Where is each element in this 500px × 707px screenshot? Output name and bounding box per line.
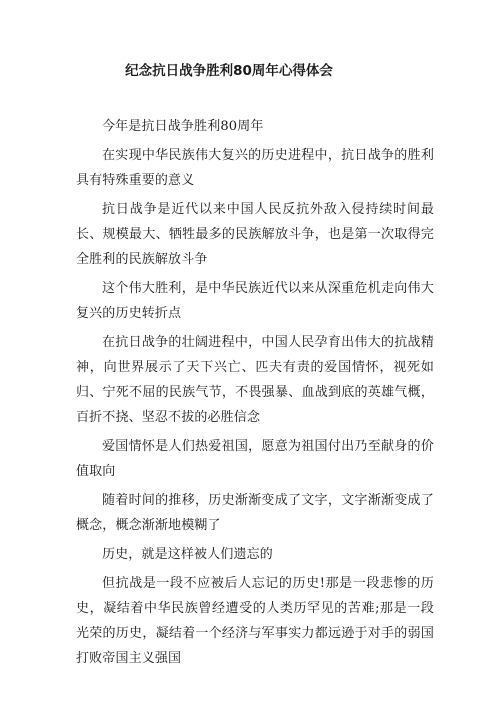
document-title: 纪念抗日战争胜利80周年心得体会 — [125, 63, 333, 79]
document-page — [76, 0, 434, 707]
paragraph-5: 在抗日战争的壮阔进程中，中国人民孕育出伟大的抗战精神，向世界展示了天下兴亡、匹夫有责的爱国情怀，视死如归、宁死不屈的民族气节，不畏强暴、血战到底的英雄气概，百折不挠、坚忍不拔的必胜信念 — [76, 335, 434, 425]
paragraph-9: 但抗战是一段不应被后人忘记的历史!那是一段悲惨的历史，凝结着中华民族曾经遭受的人类历罕见的苦难;那是一段光荣的历史，凝结着一个经济与军事实力都远逊于对手的弱国打败帝国主义强国 — [76, 576, 434, 666]
paragraph-2: 在实现中华民族伟大复兴的历史进程中，抗日战争的胜利具有特殊重要的意义 — [76, 148, 434, 188]
paragraph-1: 今年是抗日战争胜利80周年 — [102, 119, 264, 134]
paragraph-4: 这个伟大胜利，是中华民族近代以来从深重危机走向伟大复兴的历史转折点 — [76, 281, 434, 321]
document-body — [76, 114, 434, 675]
paragraph-7: 随着时间的推移，历史渐渐变成了文字，文字渐渐变成了概念，概念渐渐地模糊了 — [76, 493, 434, 533]
paragraph-6: 爱国情怀是人们热爱祖国，愿意为祖国付出乃至献身的价值取向 — [76, 439, 434, 479]
paragraph-8: 历史，就是这样被人们遗忘的 — [102, 547, 273, 562]
paragraph-3: 抗日战争是近代以来中国人民反抗外敌入侵持续时间最长、规模最大、牺牲最多的民族解放斗争，也是第一次取得完全胜利的民族解放斗争 — [76, 202, 434, 267]
